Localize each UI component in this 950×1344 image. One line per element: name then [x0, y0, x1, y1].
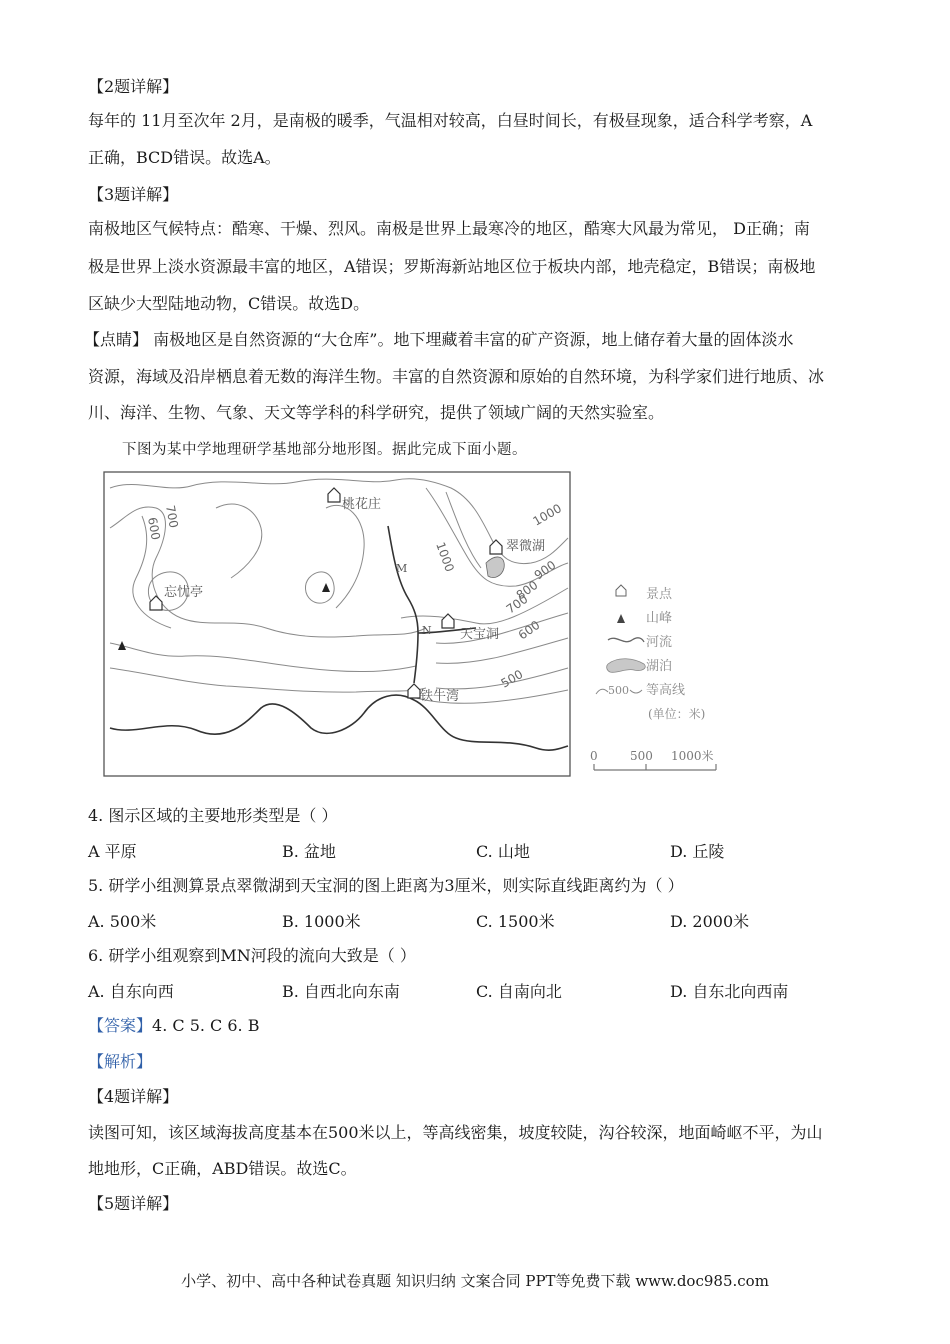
- contour-line: [436, 613, 568, 643]
- legend-peak-label: 山峰: [646, 611, 673, 626]
- answer-label: 【答案】: [88, 1016, 153, 1035]
- scale-bar: [590, 748, 716, 770]
- scenic-point-icon: [490, 540, 502, 554]
- contour-label: 900: [531, 557, 559, 583]
- scenic-point-icon: [150, 596, 162, 610]
- question-5-stem: 5. 研学小组测算景点翠微湖到天宝洞的图上距离为3厘米，则实际直线距离约为（ ）: [88, 876, 684, 895]
- legend-peak-icon: [617, 614, 625, 623]
- map-legend: [596, 585, 705, 721]
- contour-line: [305, 572, 334, 603]
- q3-heading: 【3题详解】: [88, 185, 179, 204]
- contour-label: 600: [145, 516, 163, 542]
- legend-scenic-label: 景点: [646, 587, 673, 602]
- scale-label-500: 500: [630, 749, 653, 763]
- river: [388, 526, 418, 683]
- answer-line: [88, 1015, 868, 1037]
- q5-heading: 【5题详解】: [88, 1194, 179, 1213]
- legend-unit-label: (单位：米): [648, 707, 706, 721]
- q2-text-line-1: 每年的 11月至次年 2月，是南极的暖季，气温相对较高，白昼时间长，有极昼现象，适合科学考察，A: [88, 111, 813, 130]
- q3-text-line-1: 南极地区气候特点：酷寒、干燥、烈风。南极是世界上最寒冷的地区，酷寒大风最为常见， D正确；南: [88, 219, 810, 238]
- q4-heading: 【4题详解】: [88, 1087, 179, 1106]
- q4-text-line-2: 地地形，C正确，ABD错误。故选C。: [88, 1159, 357, 1178]
- question-6-option-d: D. 自东北向西南: [670, 982, 789, 1001]
- question-4-option-d: D. 丘陵: [670, 842, 725, 861]
- contour-label: 700: [503, 591, 531, 617]
- question-5-option-c: C. 1500米: [476, 912, 555, 931]
- scenic-point-icon: [328, 488, 340, 502]
- page-footer: 小学、初中、高中各种试卷真题 知识归纳 文案合同 PPT等免费下载 www.doc985.com: [181, 1272, 769, 1290]
- river: [110, 695, 568, 750]
- place-label-wangyouting: 忘忧亭: [164, 585, 204, 600]
- q2-heading: 【2题详解】: [88, 77, 179, 96]
- contour-label: 700: [163, 504, 181, 530]
- scale-label-0: 0: [590, 749, 598, 763]
- scale-label-1000: 1000米: [671, 749, 714, 763]
- place-label-cuiweihu: 翠微湖: [506, 539, 546, 554]
- point-label-n: N: [422, 624, 432, 637]
- scenic-point-icon: [408, 684, 420, 698]
- answer-text: 4. C 5. C 6. B: [152, 1016, 260, 1035]
- legend-scenic-icon: [616, 585, 626, 596]
- q2-text-line-2: 正确，BCD错误。故选A。: [88, 148, 281, 167]
- q3-text-line-2: 极是世界上淡水资源最丰富的地区，A错误；罗斯海新站地区位于板块内部，地壳稳定，B错误；南极地: [88, 257, 816, 276]
- question-6-option-a: A. 自东向西: [88, 982, 174, 1001]
- contour-line: [110, 643, 416, 672]
- legend-lake-label: 湖泊: [646, 659, 673, 674]
- contour-label: 1000: [530, 501, 564, 529]
- tip-line-2: 资源，海域及沿岸栖息着无数的海洋生物。丰富的自然资源和原始的自然环境，为科学家们进行地质、冰: [88, 367, 825, 386]
- tip-line-1: 【点睛】 南极地区是自然资源的“大仓库”。地下埋藏着丰富的矿产资源，地上储存着大量的固体淡水: [84, 330, 794, 349]
- contour-label: 500: [498, 667, 526, 691]
- question-4-option-c: C. 山地: [476, 842, 530, 861]
- question-5-option-d: D. 2000米: [670, 912, 750, 931]
- q3-text-line-3: 区缺少大型陆地动物，C错误。故选D。: [88, 294, 370, 313]
- question-6-option-b: B. 自西北向东南: [282, 982, 400, 1001]
- legend-river-label: 河流: [646, 635, 673, 650]
- topographic-map: [96, 468, 756, 784]
- legend-contour-sample: 500: [608, 684, 629, 697]
- tip-line-3: 川、海洋、生物、气象、天文等学科的科学研究，提供了领域广阔的天然实验室。: [88, 403, 665, 422]
- legend-contour-icon-tail: [630, 690, 642, 693]
- question-6-stem: 6. 研学小组观察到MN河段的流向大致是（ ）: [88, 946, 416, 965]
- contour-label: 800: [513, 577, 541, 603]
- q4-text-line-1: 读图可知，该区域海拔高度基本在500米以上，等高线密集，坡度较陡，沟谷较深，地面崎岖不平，为山: [88, 1123, 823, 1142]
- place-label-taohuazhuang: 桃花庄: [342, 497, 382, 512]
- legend-lake-icon: [607, 659, 646, 673]
- scenic-point-icon: [442, 614, 454, 628]
- contour-line: [401, 588, 568, 624]
- legend-river-icon: [608, 638, 644, 642]
- contour-label: 600: [515, 617, 543, 643]
- peak-icon: [322, 583, 330, 592]
- contour-label: 1000: [433, 540, 457, 574]
- question-4-option-a: A 平原: [88, 842, 137, 861]
- place-label-tieniuwan: 铁牛湾: [420, 689, 460, 704]
- legend-contour-icon: [596, 689, 608, 694]
- question-5-option-b: B. 1000米: [282, 912, 361, 931]
- question-5-option-a: A. 500米: [88, 912, 157, 931]
- analysis-label: 【解析】: [88, 1052, 153, 1071]
- question-4-stem: 4. 图示区域的主要地形类型是（ ）: [88, 806, 338, 825]
- map-caption: 下图为某中学地理研学基地部分地形图。据此完成下面小题。: [122, 442, 527, 458]
- contour-line: [326, 505, 364, 608]
- legend-contour-label: 等高线: [646, 683, 686, 698]
- contour-line: [436, 638, 568, 663]
- place-label-tianbaodong: 天宝洞: [460, 627, 500, 642]
- lake: [486, 557, 504, 578]
- question-4-option-b: B. 盆地: [282, 842, 336, 861]
- contour-line: [216, 504, 262, 578]
- question-6-option-c: C. 自南向北: [476, 982, 562, 1001]
- point-label-m: M: [396, 562, 408, 575]
